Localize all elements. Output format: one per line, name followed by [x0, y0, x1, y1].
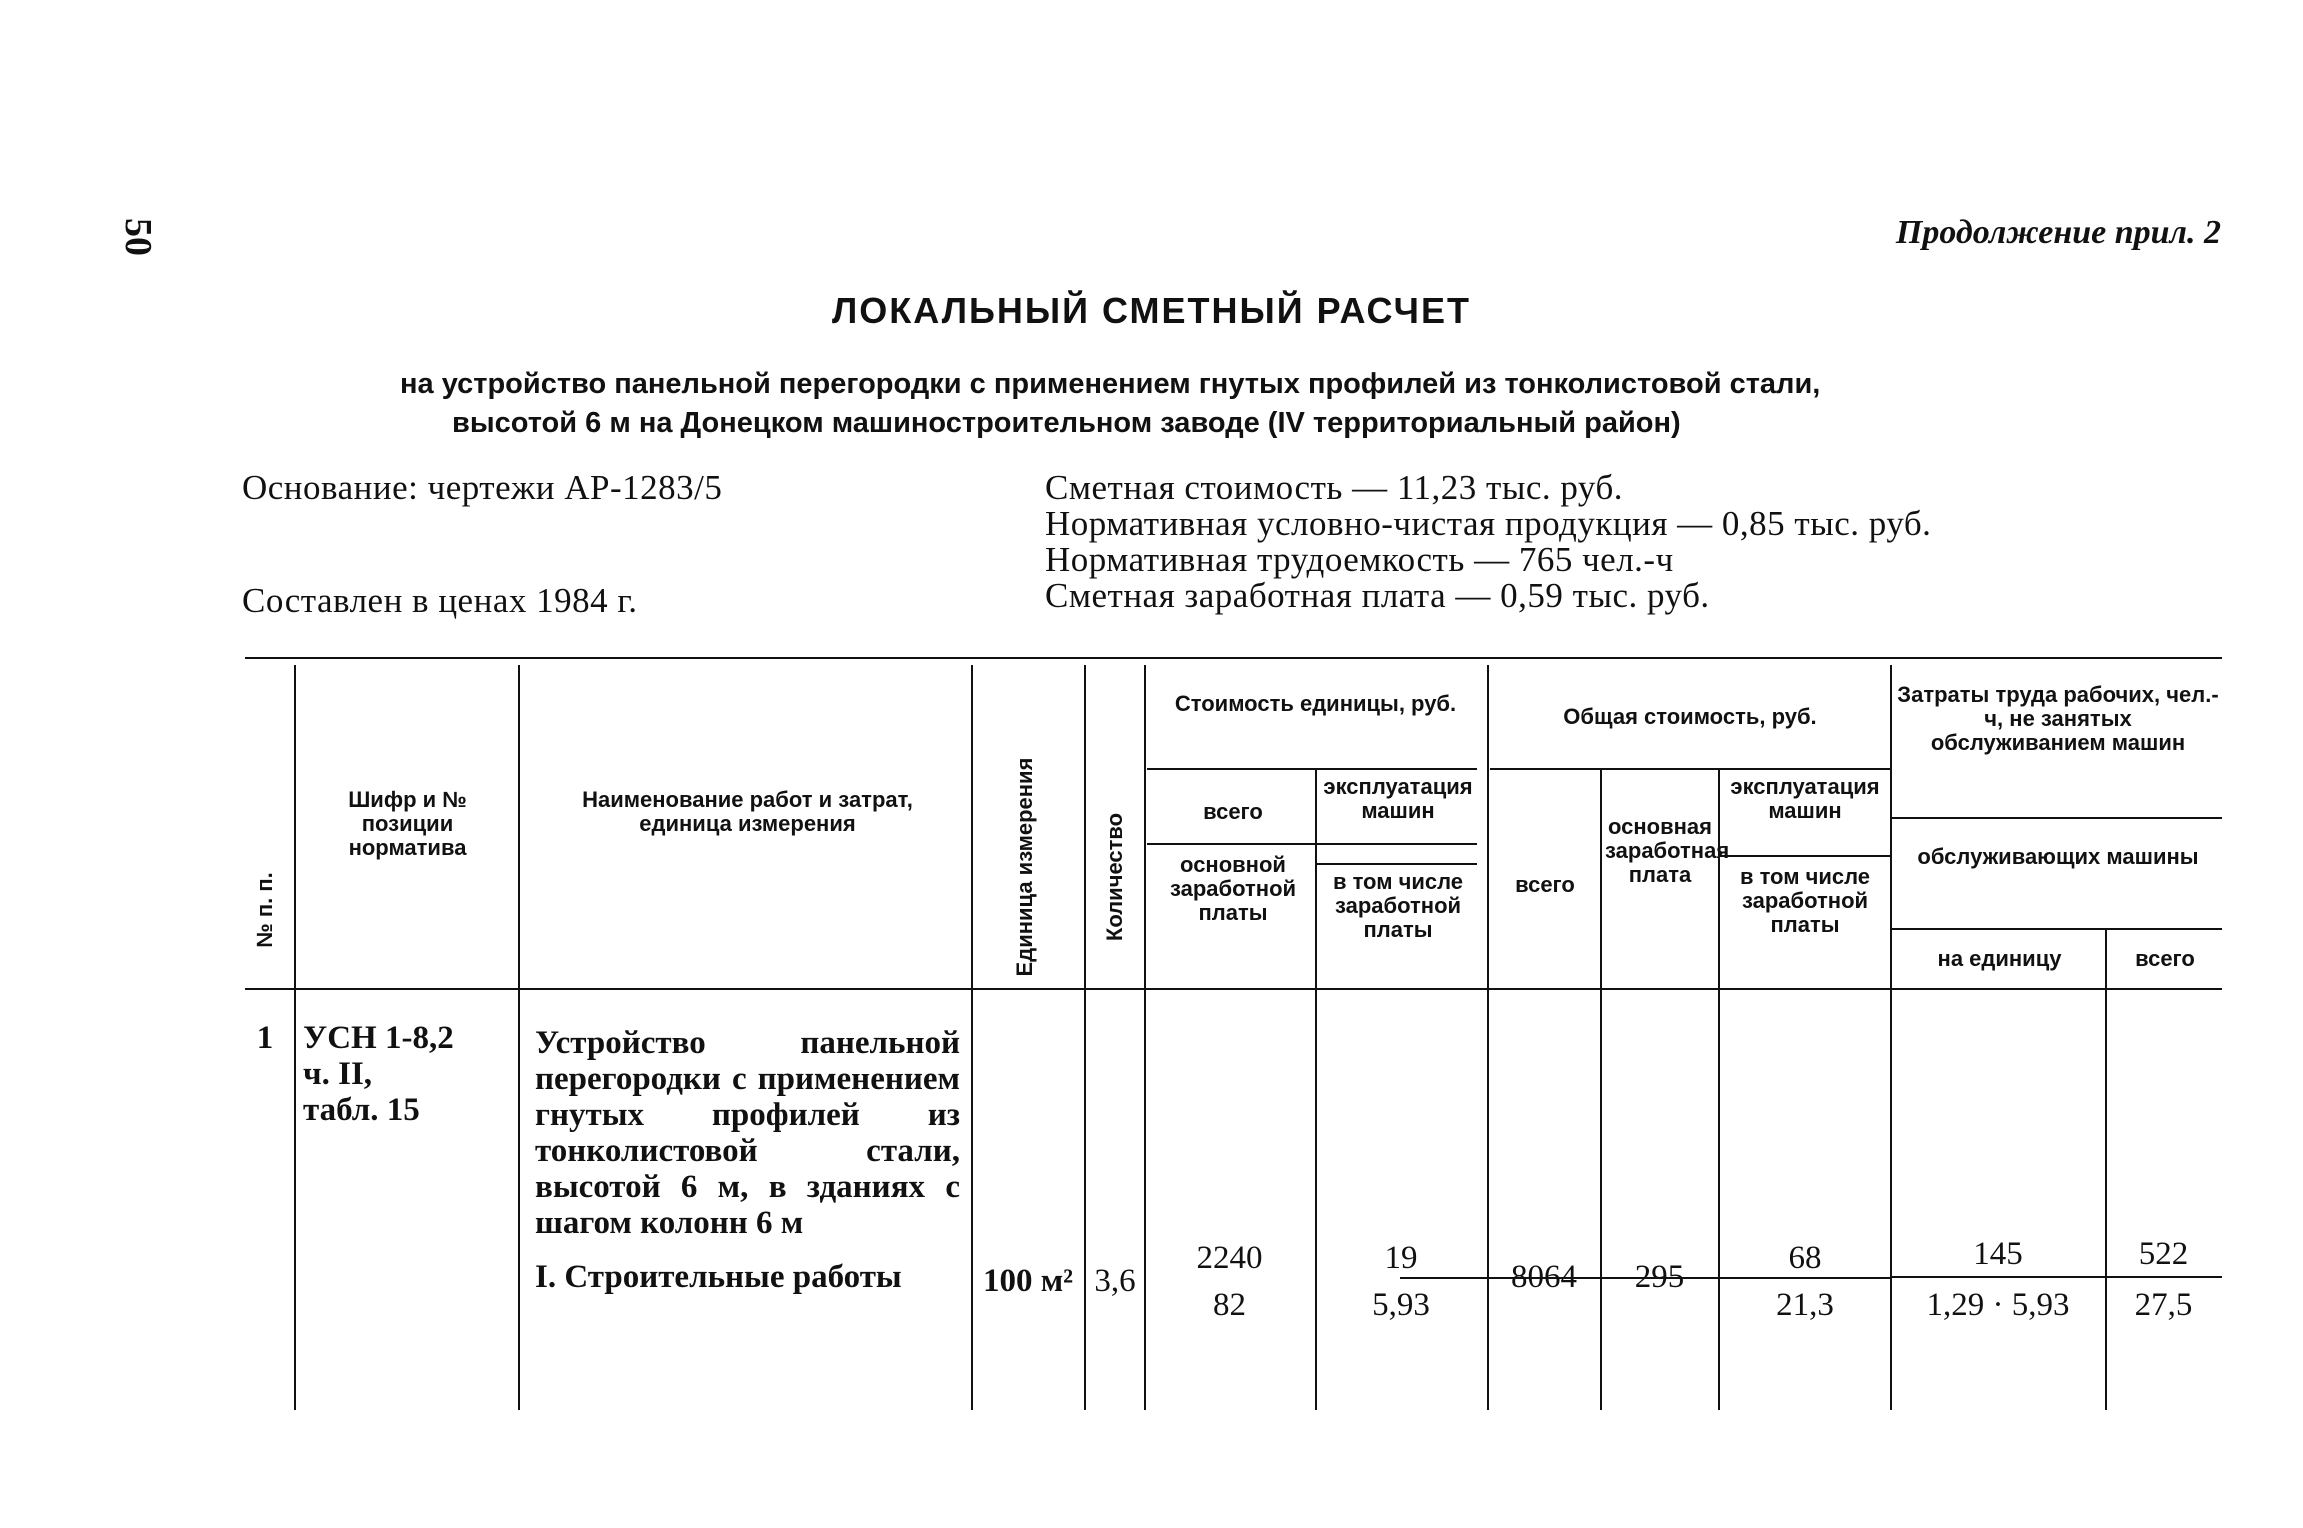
header-uc-wage: основной заработной платы [1169, 852, 1297, 925]
row-num: 1 [256, 1020, 274, 1056]
uc-wage: 82 [1213, 1287, 1246, 1323]
row-name: Устройство панельной перегородки с применением гнутых профилей из тонколистовой стали, высотой 6 м, в зданиях с шагом колонн 6 м [535, 1025, 960, 1241]
tc-mach: 68 [1788, 1240, 1822, 1276]
summary-cost: Сметная стоимость — 11,23 тыс. руб. [1045, 468, 1624, 507]
header-tc-wage: основная заработная плата [1605, 814, 1730, 887]
labor-unit-bottom: 1,29 · 5,93 [1926, 1287, 2070, 1323]
row-qty: 3,6 [1094, 1263, 1136, 1299]
header-code: Шифр и № позиции норматива [348, 787, 467, 860]
summary-wage: Сметная заработная плата — 0,59 тыс. руб. [1045, 576, 1710, 615]
header-uc-mach-wage: в том числе заработной платы [1332, 869, 1464, 942]
summary-labor: Нормативная трудоемкость — 765 чел.-ч [1045, 540, 1674, 579]
subtitle-line-2: высотой 6 м на Донецком машиностроительном заводе (IV территориальный район) [452, 407, 1681, 439]
labor-unit-top: 145 [1973, 1236, 2023, 1272]
document-title: ЛОКАЛЬНЫЙ СМЕТНЫЙ РАСЧЕТ [832, 290, 1471, 331]
subtitle-line-1: на устройство панельной перегородки с применением гнутых профилей из тонколистовой стали, [400, 368, 1821, 400]
header-num: № п. п. [252, 872, 277, 948]
header-labor-unit: на единицу [1937, 946, 2062, 971]
continuation-note: Продолжение прил. 2 [1895, 214, 2221, 251]
basis-text: Основание: чертежи АР-1283/5 [242, 468, 723, 507]
header-total-cost: Общая стоимость, руб. [1563, 704, 1817, 729]
uc-mach-wage: 5,93 [1372, 1287, 1430, 1323]
header-qty: Количество [1102, 812, 1127, 942]
header-uc-mach: эксплуатация машин [1323, 774, 1473, 823]
tc-wage: 295 [1634, 1259, 1685, 1295]
document-subtitle [400, 365, 1820, 443]
tc-mach-wage: 21,3 [1776, 1287, 1834, 1323]
labor-total-bottom: 27,5 [2134, 1287, 2193, 1323]
header-uc-total: всего [1203, 799, 1263, 824]
estimate-table [245, 655, 2222, 1410]
header-labor-mach: обслуживающих машины [1917, 844, 2199, 869]
row-section: I. Строительные работы [535, 1259, 902, 1295]
header-unit-cost: Стоимость единицы, руб. [1174, 691, 1457, 716]
header-labor: Затраты труда рабочих, чел.-ч, не занятых обслуживанием машин [1897, 682, 2219, 755]
header-labor-total: всего [2135, 946, 2195, 971]
header-tc-mach-wage: в том числе заработной платы [1739, 864, 1871, 937]
header-unit: Единица измерения [1012, 757, 1037, 977]
header-name: Наименование работ и затрат, единица измерения [582, 787, 913, 836]
uc-mach: 19 [1384, 1240, 1418, 1276]
row-unit: 100 м² [982, 1263, 1074, 1299]
page-number: 50 [117, 218, 159, 256]
tc-total: 8064 [1511, 1259, 1577, 1295]
header-tc-total: всего [1515, 872, 1575, 897]
row-code: УСН 1-8,2 ч. II, табл. 15 [303, 1020, 454, 1128]
summary-block [1045, 470, 1931, 614]
summary-product: Нормативная условно-чистая продукция — 0,85 тыс. руб. [1045, 504, 1932, 543]
prices-text: Составлен в ценах 1984 г. [242, 581, 638, 620]
header-tc-mach: эксплуатация машин [1730, 774, 1880, 823]
labor-total-top: 522 [2138, 1236, 2189, 1272]
uc-total: 2240 [1196, 1240, 1263, 1276]
